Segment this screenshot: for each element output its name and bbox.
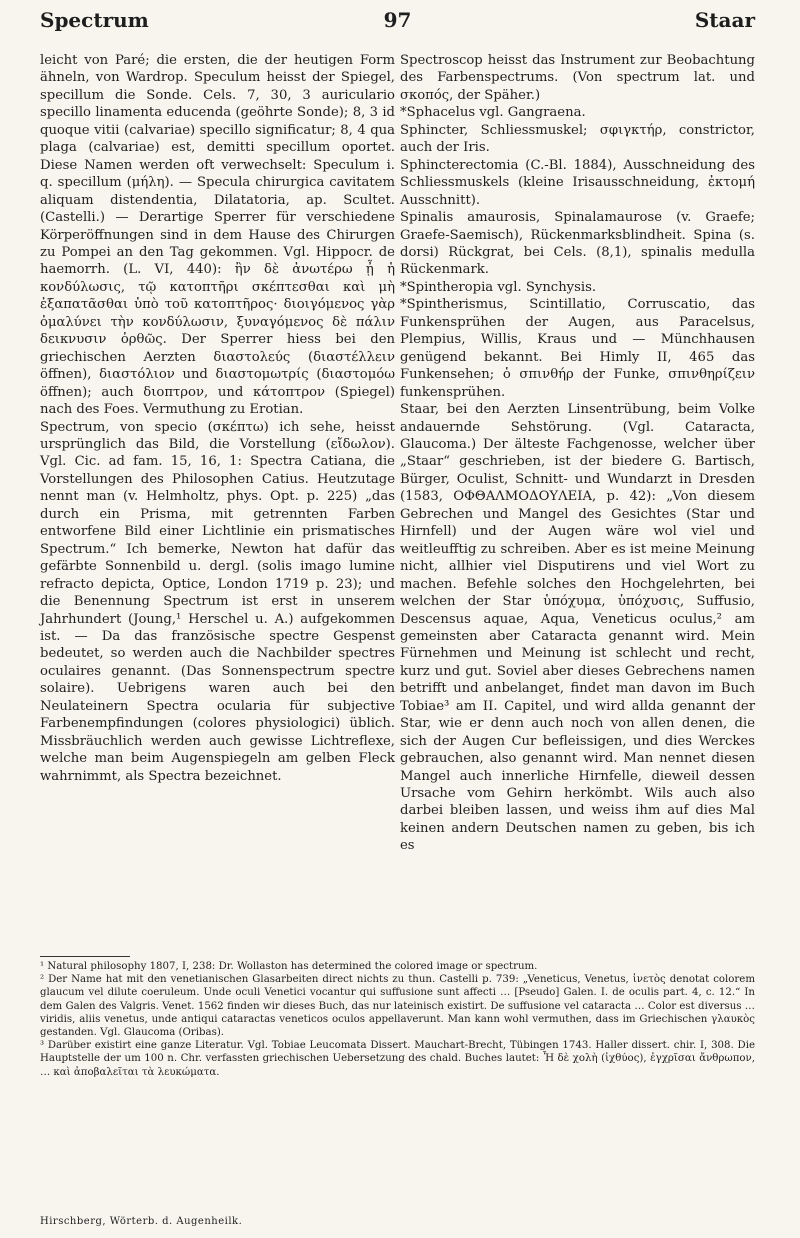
entry-sphincterectomia: Sphincterectomia (C.-Bl. 1884), Ausschneidung des Schliessmuskels (kleine Irisausschneidung, ἐκτομή Ausschnitt). [400,157,755,208]
footnote-1: ¹ Natural philosophy 1807, I, 238: Dr. Wollaston has determined the colored image or spectrum. [40,961,538,972]
entry-sphincter: Sphincter, Schliessmuskel; σφιγκτήρ, constrictor, auch der Iris. [400,122,755,156]
right-column [400,52,755,855]
running-header [40,8,755,38]
page-number: 97 [383,8,412,32]
entry-staar: Staar, bei den Aerzten Linsentrübung, beim Volke andauernde Sehstörung. (Vgl. Cataracta, Glaucoma.) Der älteste Fachgenosse, welcher über „Staar“ geschrieben, ist der biedere G. Bartisch, Bürger, Oculist, Schnitt- und Wundarzt in Dresden (1583, ΟΦΘΑΛΜΟΔΟΥΛΕΙΑ, p. 42): „Von diesem Gebrechen und Mangel des Gesichtes (Star und Hirnfell) und der Augen wäre wol viel und weitleufftig zu schreiben. Aber es ist meine Meinung nicht, allhier viel Disputirens und viel Wort zu machen. Befehle solches den Hochgelehrten, bei welchen der Star ὑπόχυμα, ὑπόχυσις, Suffusio, Descensus aquae, Aqua, Veneticus oculus,² am gemeinsten aber Cataracta genannt wird. Mein Fürnehmen und Meinung ist schlecht und recht, kurz und gut. Soviel aber dieses Gebrechens namen betrifft und anbelanget, findet man davon im Buch Tobiae³ am II. Capitel, und wird allda genannt der Star, wie er denn auch noch von allen denen, die sich der Augen Cur befleissigen, und dies Werckes gebrauchen, also genannt wird. Man nennet diesen Mangel auch innerliche Hirnfelle, dieweil dessen Ursache vom Gehirn herkömbt. Wils auch also darbei bleiben lassen, und weiss ihm auf dies Mal keinen andern Deutschen namen zu geben, bis ich es [400,402,755,854]
header-right: Staar [694,8,755,32]
left-column [40,52,395,785]
entry-sphacelus: *Sphacelus vgl. Gangraena. [400,105,586,121]
entry-spectrum: Spectrum, von specio (σκέπτω) ich sehe, heisst ursprünglich das Bild, die Vorstellung (εἴδωλον). Vgl. Cic. ad fam. 15, 16, 1: Spectra Catiana, die Vorstellungen des Philosophen Catius. Heutzutage nennt man (v. Helmholtz, phys. Opt. p. 225) „das durch ein Prisma, mit getrennten Farben entworfene Bild einer Lichtlinie ein prismatisches Spectrum.“ Ich bemerke, Newton hat dafür das gefärbte Sonnenbild u. dergl. (solis imago lumine refracto depicta, Optice, London 1719 p. 23); und die Benennung Spectrum ist erst in unserem Jahrhundert (Joung,¹ Herschel u. A.) aufgekommen ist. — Da das französische spectre Gespenst bedeutet, so werden auch die Nachbilder spectres oculaires genannt. (Das Sonnenspectrum spectre solaire). Uebrigens waren auch bei den Neulateinern Spectra ocularia für subjective Farbenempfindungen (colores physiologici) üblich. Missbräuchlich werden auch gewisse Lichtreflexe, welche man beim Augenspiegeln am gelben Fleck wahrnimmt, als Spectra bezeichnet. [40,419,395,784]
entry-spectroscop: Spectroscop heisst das Instrument zur Beobachtung des Farbenspectrums. (Von spectrum lat. und σκοπός, der Späher.) [400,53,755,103]
entry-spinalis-amaurosis: Spinalis amaurosis, Spinalamaurose (v. Graefe; Graefe-Saemisch), Rückenmarksblindheit. Spina (s. dorsi) Rückgrat, bei Cels. (8,1), spinalis medulla Rückenmark. [400,210,755,278]
footnote-2: ² Der Name hat mit den venetianischen Glasarbeiten direct nichts zu thun. Castelli p. 739: „Veneticus, Venetus, ἰνετὸς denotat colorem glaucum vel dilute coeruleum. Unde oculi Venetici vocantur qui suffusione sunt affecti … [Pseudo] Galen. I. de oculis part. 4, c. 12.“ In dem Galen des Valgris. Venet. 1562 finden wir dieses Buch, das nur lateinisch existirt. De suffusione vel cataracta … Color est diversus … viridis, aliis venetus, unde antiqui cataractas veneticos oculos appellaverunt. Man kann wohl vermuthen, dass im Griechischen γλαυκὸς gestanden. Vgl. Glaucoma (Oribas). [40,974,755,1039]
footnote-rule [40,956,130,957]
entry-spintheropia: *Spintheropia vgl. Synchysis. [400,279,597,295]
entry-spintherismus: *Spintherismus, Scintillatio, Corruscatio, das Funkensprühen der Augen, aus Paracelsus, Plempius, Willis, Kraus und — Münchhausen genügend bekannt. Bei Himly II, 465 das Funkensehen; ὁ σπινθήρ der Funke, σπινθηρίζειν funkensprühen. [400,297,755,400]
footnote-3: ³ Darüber existirt eine ganze Literatur. Vgl. Tobiae Leucomata Dissert. Mauchart-Brecht, Tübingen 1743. Haller dissert. chir. I, 308. Die Hauptstelle der um 100 n. Chr. verfassten griechischen Uebersetzung des chald. Buches lautet: Ἦ δὲ χολὴ (ἰχθύος), ἐγχρῖσαι ἄνθρωπον, … καὶ ἀποβαλεῖται τὰ λευκώματα. [40,1040,755,1078]
header-left: Spectrum [40,8,149,32]
entry-speculum-cont: leicht von Paré; die ersten, die der heutigen Form ähneln, von Wardrop. Speculum heisst der Spiegel, specillum die Sonde. Cels. 7, 30, 3 auriculario specillo linamenta educenda (geöhrte Sonde); 8, 3 id quoque vitii (calvariae) specillo significatur; 8, 4 qua plaga (calvariae) est, demitti specillum oportet. Diese Namen werden oft verwechselt: Speculum i. q. specillum (μήλη). — Specula chirurgica cavitatem aliquam distendentia, Dilatatoria, ap. Scultet. (Castelli.) — Derartige Sperrer für verschiedene Körperöffnungen sind in dem Hause des Chirurgen zu Pompei an den Tag gekommen. Vgl. Hippocr. de haemorrh. (L. VI, 440): ἢν δὲ ἀνωτέρω ᾖ ἡ κονδύλωσις, τῷ κατοπτῆρι σκέπτεσθαι καὶ μὴ ἐξαπατᾶσθαι ὑπὸ τοῦ κατοπτῆρος· διοιγόμενος γὰρ ὁμαλύνει τὴν κονδύλωσιν, ξυναγόμενος δὲ πάλιν δεικνυσιν ὀρθῶς. Der Sperrer hiess bei den griechischen Aerzten διαστολεύς (διαστέλλειν öffnen), διαστόλιον und διαστομωτρίς (διαστομόω öffnen); auch διοπτρον, und κάτοπτρον (Spiegel) nach des Foes. Vermuthung zu Erotian. [40,53,395,418]
footnotes [40,960,755,1079]
page-footer: Hirschberg, Wörterb. d. Augenheilk. [40,1216,243,1227]
